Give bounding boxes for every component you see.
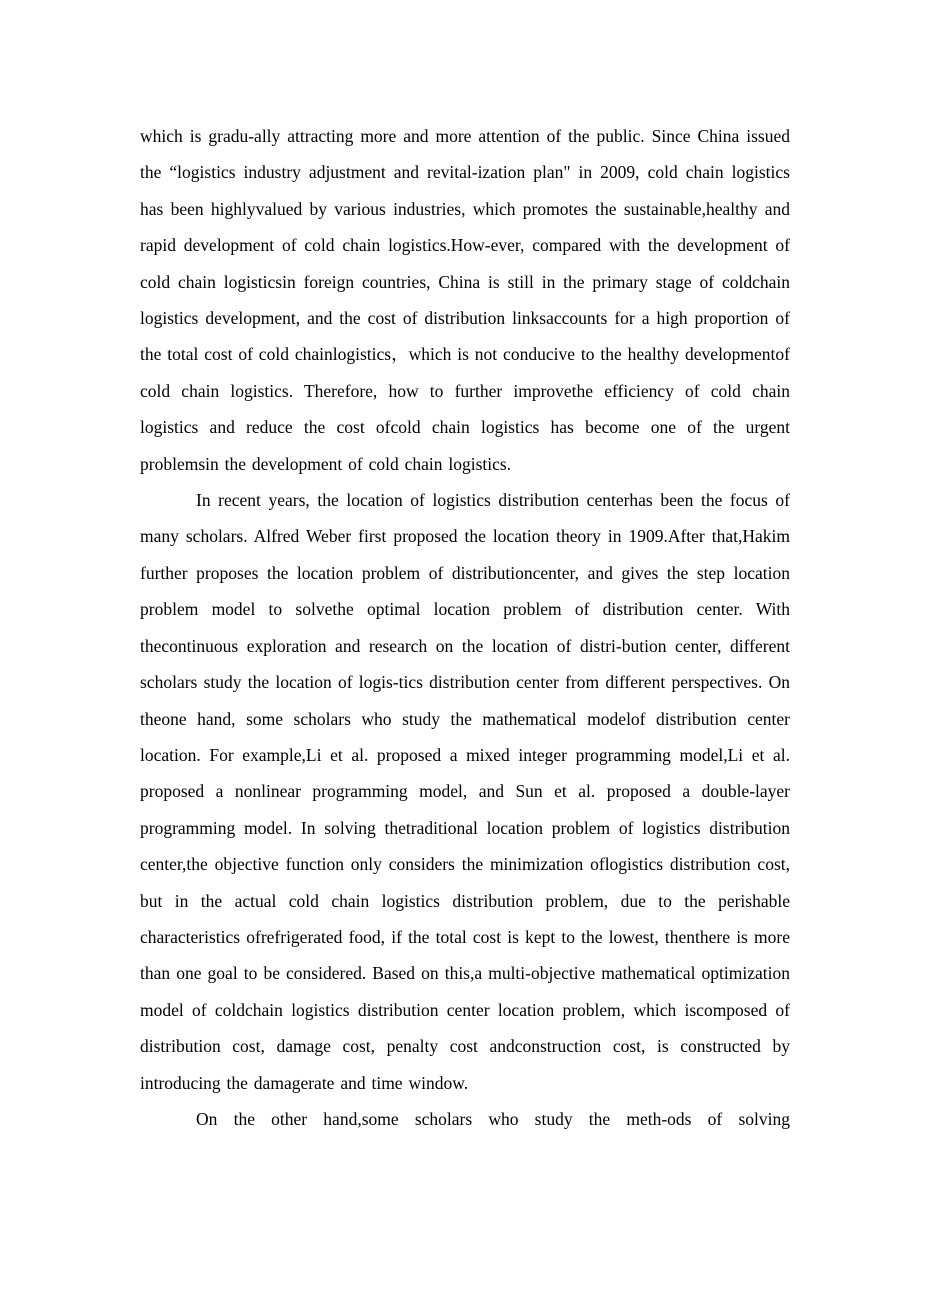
paragraph: On the other hand,some scholars who study the meth-ods of solving (196, 1108, 790, 1129)
paragraph: which is gradu-ally attracting more and more attention of the public. Since China issued the “logistics industry adjustment and revital-ization plan" in 2009, cold chain logistics has been highlyvalued by various industries, which promotes the sustainable,healthy and rapid development of cold chain logistics.How-ever, compared with the development of cold chain logisticsin foreign countries, China is still in the primary stage of coldchain logistics development, and the cost of distribution linksaccounts for a high proportion of the total cost of cold chainlogistics，which is not conducive to the healthy developmentof cold chain logistics. Therefore, how to further improvethe efficiency of cold chain logistics and reduce the cost ofcold chain logistics has become one of the urgent problemsin the development of cold chain logistics. (140, 126, 790, 474)
paragraph: In recent years, the location of logistics distribution centerhas been the focus of many scholars. Alfred Weber first proposed the location theory in 1909.After that,Hakim further proposes the location problem of distributioncenter, and gives the step location problem model to solvethe optimal location problem of distribution center. With thecontinuous exploration and research on the location of distri-bution center, different scholars study the location of logis-tics distribution center from different perspectives. On theone hand, some scholars who study the mathematical modelof distribution center location. For example,Li et al. proposed a mixed integer programming model,Li et al. proposed a nonlinear programming model, and Sun et al. proposed a double-layer programming model. In solving thetraditional location problem of logistics distribution center,the objective function only considers the minimization oflogistics distribution cost, but in the actual cold chain logistics distribution problem, due to the perishable characteristics ofrefrigerated food, if the total cost is kept to the lowest, thenthere is more than one goal to be considered. Based on this,a multi-objective mathematical optimization model of coldchain logistics distribution center location problem, which iscomposed of distribution cost, damage cost, penalty cost andconstruction cost, is constructed by introducing the damagerate and time window. (140, 490, 790, 1093)
document-text-block (140, 118, 790, 1137)
